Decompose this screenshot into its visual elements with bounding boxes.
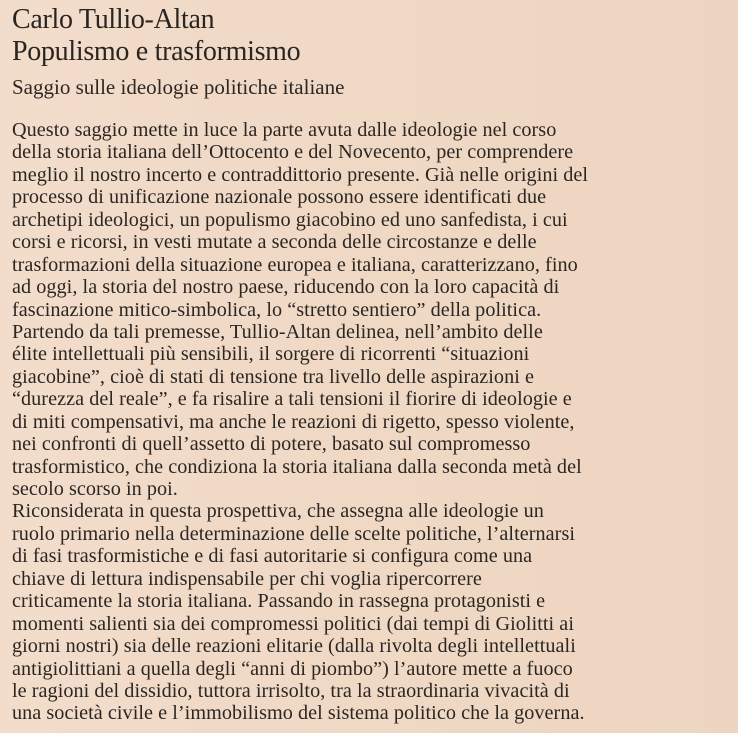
blurb-line: giacobine”, cioè di stati di tensione tra livello delle aspirazioni e <box>12 365 534 388</box>
blurb-line: ruolo primario nella determinazione delle scelte politiche, l’alternarsi <box>12 522 576 545</box>
blurb-line: trasformistico, che condiziona la storia italiana dalla seconda metà del <box>12 455 582 478</box>
blurb-line: della storia italiana dell’Ottocento e del Novecento, per comprendere <box>12 141 574 164</box>
blurb-line: Riconsiderata in questa prospettiva, che assegna alle ideologie un <box>12 500 544 523</box>
blurb-line: meglio il nostro incerto e contraddittorio presente. Già nelle origini del <box>12 163 589 186</box>
blurb-line: Partendo da tali premesse, Tullio-Altan delinea, nell’ambito delle <box>12 320 543 343</box>
blurb-line: momenti salienti sia dei compromessi politici (dai tempi di Giolitti ai <box>12 612 574 635</box>
blurb-line: “durezza del reale”, e fa risalire a tali tensioni il fiorire di ideologie e <box>12 388 572 411</box>
blurb-line: di miti compensativi, ma anche le reazioni di rigetto, spesso violente, <box>12 410 575 433</box>
book-subtitle: Saggio sulle ideologie politiche italiane <box>12 75 345 99</box>
blurb-line: una società civile e l’immobilismo del sistema politico che la governa. <box>12 702 585 725</box>
blurb-line: Questo saggio mette in luce la parte avuta dalle ideologie nel corso <box>12 119 557 141</box>
blurb-line: antigiolittiani a quella degli “anni di piombo”) l’autore mette a fuoco <box>12 657 573 680</box>
blurb-line: élite intellettuali più sensibili, il sorgere di ricorrenti “situazioni <box>12 343 530 366</box>
blurb-line: giorni nostri) sia delle reazioni elitarie (dalla rivolta degli intellettuali <box>12 635 576 658</box>
blurb-line: chiave di lettura indispensabile per chi voglia ripercorrere <box>12 567 482 590</box>
blurb-line: corsi e ricorsi, in vesti mutate a seconda delle circostanze e delle <box>12 231 537 254</box>
blurb-line: archetipi ideologici, un populismo giacobino ed uno sanfedista, i cui <box>12 208 568 231</box>
blurb-line: processo di unificazione nazionale possono essere identificati due <box>12 186 547 209</box>
blurb-line: di fasi trasformistiche e di fasi autoritarie si configura come una <box>12 545 533 568</box>
blurb-line: secolo scorso in poi. <box>12 478 178 500</box>
blurb-line: trasformazioni della situazione europea e italiana, caratterizzano, fino <box>12 253 578 276</box>
blurb-line: le ragioni del dissidio, tuttora irrisolto, tra la straordinaria vivacità di <box>12 679 570 702</box>
blurb-line: fascinazione mitico-simbolica, lo “stretto sentiero” della politica. <box>12 298 542 321</box>
blurb-line: nei confronti di quell’assetto di potere, basato sul compromesso <box>12 433 531 456</box>
blurb-line: criticamente la storia italiana. Passando in rassegna protagonisti e <box>12 590 546 613</box>
blurb-line: ad oggi, la storia del nostro paese, riducendo con la loro capacità di <box>12 276 560 299</box>
blurb-text <box>12 119 738 725</box>
book-title: Populismo e trasformismo <box>12 36 301 67</box>
author-name: Carlo Tullio-Altan <box>12 4 215 35</box>
